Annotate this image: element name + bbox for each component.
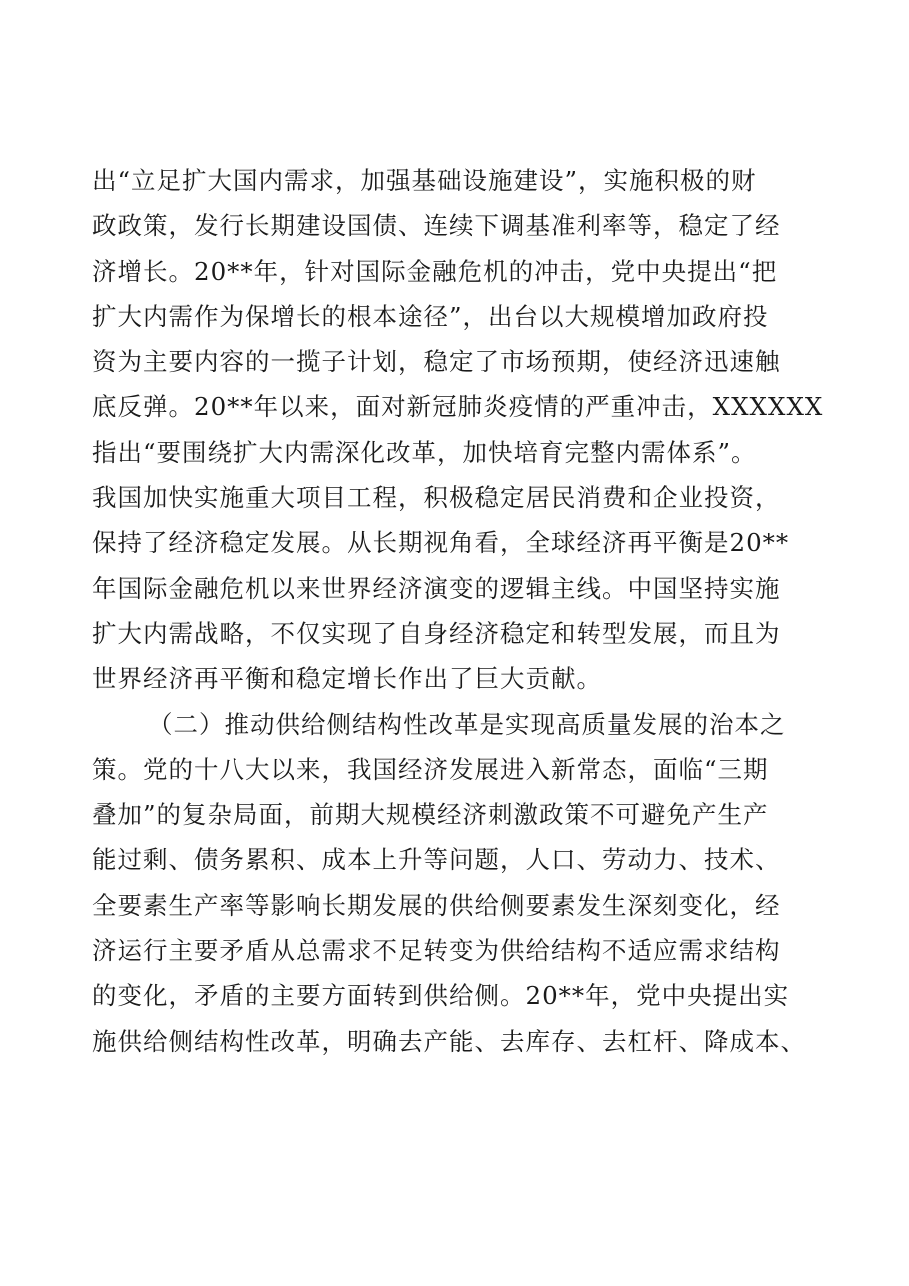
text-line: 的变化，矛盾的主要方面转到供给侧。20**年，党中央提出实 [92, 981, 790, 1011]
text-line: 施供给侧结构性改革，明确去产能、去库存、去杠杆、降成本、 [92, 1026, 806, 1056]
text-line: 世界经济再平衡和稳定增长作出了巨大贡献。 [92, 664, 602, 694]
text-line: 扩大内需作为保增长的根本途径”，出台以大规模增加政府投 [92, 301, 769, 331]
text-line: 我国加快实施重大项目工程，积极稳定居民消费和企业投资， [92, 483, 781, 513]
body-text [92, 158, 822, 1064]
text-line: 底反弹。20**年以来，面对新冠肺炎疫情的严重冲击，XXXXXX [92, 392, 824, 422]
text-line: 全要素生产率等影响长期发展的供给侧要素发生深刻变化，经 [92, 890, 781, 920]
text-line: 政政策，发行长期建设国债、连续下调基准利率等，稳定了经 [92, 211, 781, 241]
text-line: （二）推动供给侧结构性改革是实现高质量发展的治本之 [148, 709, 786, 739]
text-line: 指出“要围绕扩大内需深化改革，加快培育完整内需体系”。 [92, 437, 757, 467]
text-line: 策。党的十八大以来，我国经济发展进入新常态，面临“三期 [92, 754, 769, 784]
text-line: 能过剩、债务累积、成本上升等问题，人口、劳动力、技术、 [92, 845, 781, 875]
text-line: 保持了经济稳定发展。从长期视角看，全球经济再平衡是20** [92, 528, 790, 558]
text-line: 扩大内需战略，不仅实现了自身经济稳定和转型发展，而且为 [92, 618, 781, 648]
text-line: 济增长。20**年，针对国际金融危机的冲击，党中央提出“把 [92, 256, 778, 286]
text-line: 济运行主要矛盾从总需求不足转变为供给结构不适应需求结构 [92, 936, 781, 966]
text-line: 年国际金融危机以来世界经济演变的逻辑主线。中国坚持实施 [92, 573, 781, 603]
text-line: 叠加”的复杂局面，前期大规模经济刺激政策不可避免产生产 [92, 800, 769, 830]
text-line: 资为主要内容的一揽子计划，稳定了市场预期，使经济迅速触 [92, 347, 781, 377]
text-line: 出“立足扩大国内需求，加强基础设施建设”，实施积极的财 [92, 166, 757, 195]
